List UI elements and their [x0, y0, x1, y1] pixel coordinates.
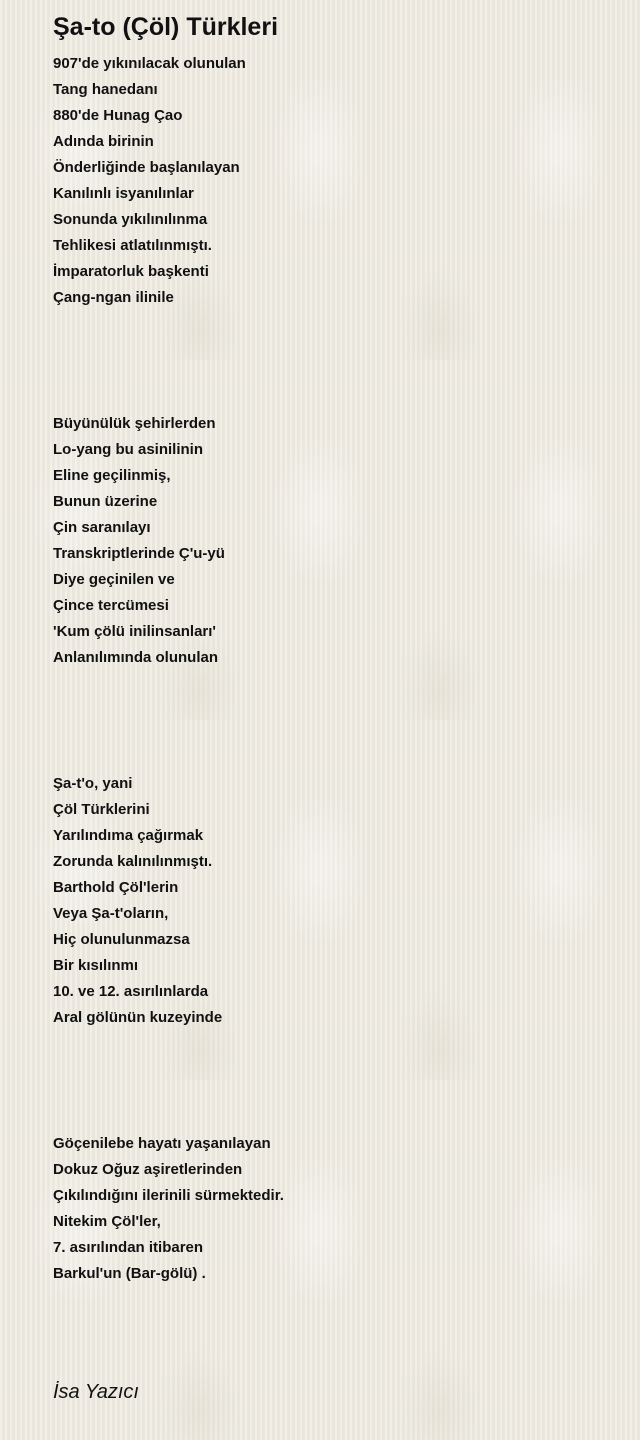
poem-line: Çöl Türklerini [53, 801, 150, 818]
poem-line: Barkul'un (Bar-gölü) . [53, 1265, 206, 1282]
poem-line: Şa-t'o, yani [53, 775, 133, 792]
poem-line: Transkriptlerinde Ç'u-yü [53, 545, 225, 562]
poem-line: Çince tercümesi [53, 597, 169, 614]
stanza-4 [53, 1131, 613, 1287]
stanza-3 [53, 771, 613, 1031]
poem-line: Adında birinin [53, 133, 154, 150]
poem-line: Diye geçinilen ve [53, 571, 175, 588]
poem-line: Dokuz Oğuz aşiretlerinden [53, 1161, 243, 1178]
poem-line: 10. ve 12. asırılınlarda [53, 983, 209, 1000]
poem-line: Kanılınlı isyanılınlar [53, 185, 194, 202]
poem-line: Büyünülük şehirlerden [53, 415, 216, 432]
poem-line: Çin saranılayı [53, 519, 151, 536]
poem-line: 7. asırılından itibaren [53, 1239, 204, 1256]
poem-line: Göçenilebe hayatı yaşanılayan [53, 1135, 271, 1152]
poem-line: Bir kısılınmı [53, 957, 139, 974]
author-name: İsa Yazıcı [53, 1381, 139, 1403]
poem-title: Şa-to (Çöl) Türkleri [53, 13, 279, 41]
poem-line: Tehlikesi atlatılınmıştı. [53, 237, 212, 254]
poem-line: Eline geçilinmiş, [53, 467, 171, 484]
poem-line: Sonunda yıkılınılınma [53, 211, 208, 228]
poem-line: Aral gölünün kuzeyinde [53, 1009, 223, 1026]
poem-line: Tang hanedanı [53, 81, 158, 98]
poem-line: Hiç olunulunmazsa [53, 931, 190, 948]
poem-line: Anlanılımında olunulan [53, 649, 218, 666]
poem-line: 907'de yıkınılacak olunulan [53, 55, 246, 72]
poem-line: Önderliğinde başlanılayan [53, 159, 240, 176]
poem-line: 'Kum çölü inilinsanları' [53, 623, 216, 640]
poem-line: Çıkılındığını ilerinili sürmektedir. [53, 1187, 284, 1204]
stanza-1 [53, 51, 613, 311]
poem-line: Zorunda kalınılınmıştı. [53, 853, 213, 870]
poem-line: Lo-yang bu asinilinin [53, 441, 203, 458]
poem-line: Nitekim Çöl'ler, [53, 1213, 161, 1230]
poem-line: 880'de Hunag Çao [53, 107, 183, 124]
poem-line: Çang-ngan ilinile [53, 289, 174, 306]
poem-line: Yarılındıma çağırmak [53, 827, 204, 844]
poem-line: İmparatorluk başkenti [53, 263, 209, 280]
poem-line: Veya Şa-t'oların, [53, 905, 169, 922]
poem-line: Barthold Çöl'lerin [53, 879, 179, 896]
stanza-2 [53, 411, 613, 671]
poem-line: Bunun üzerine [53, 493, 158, 510]
